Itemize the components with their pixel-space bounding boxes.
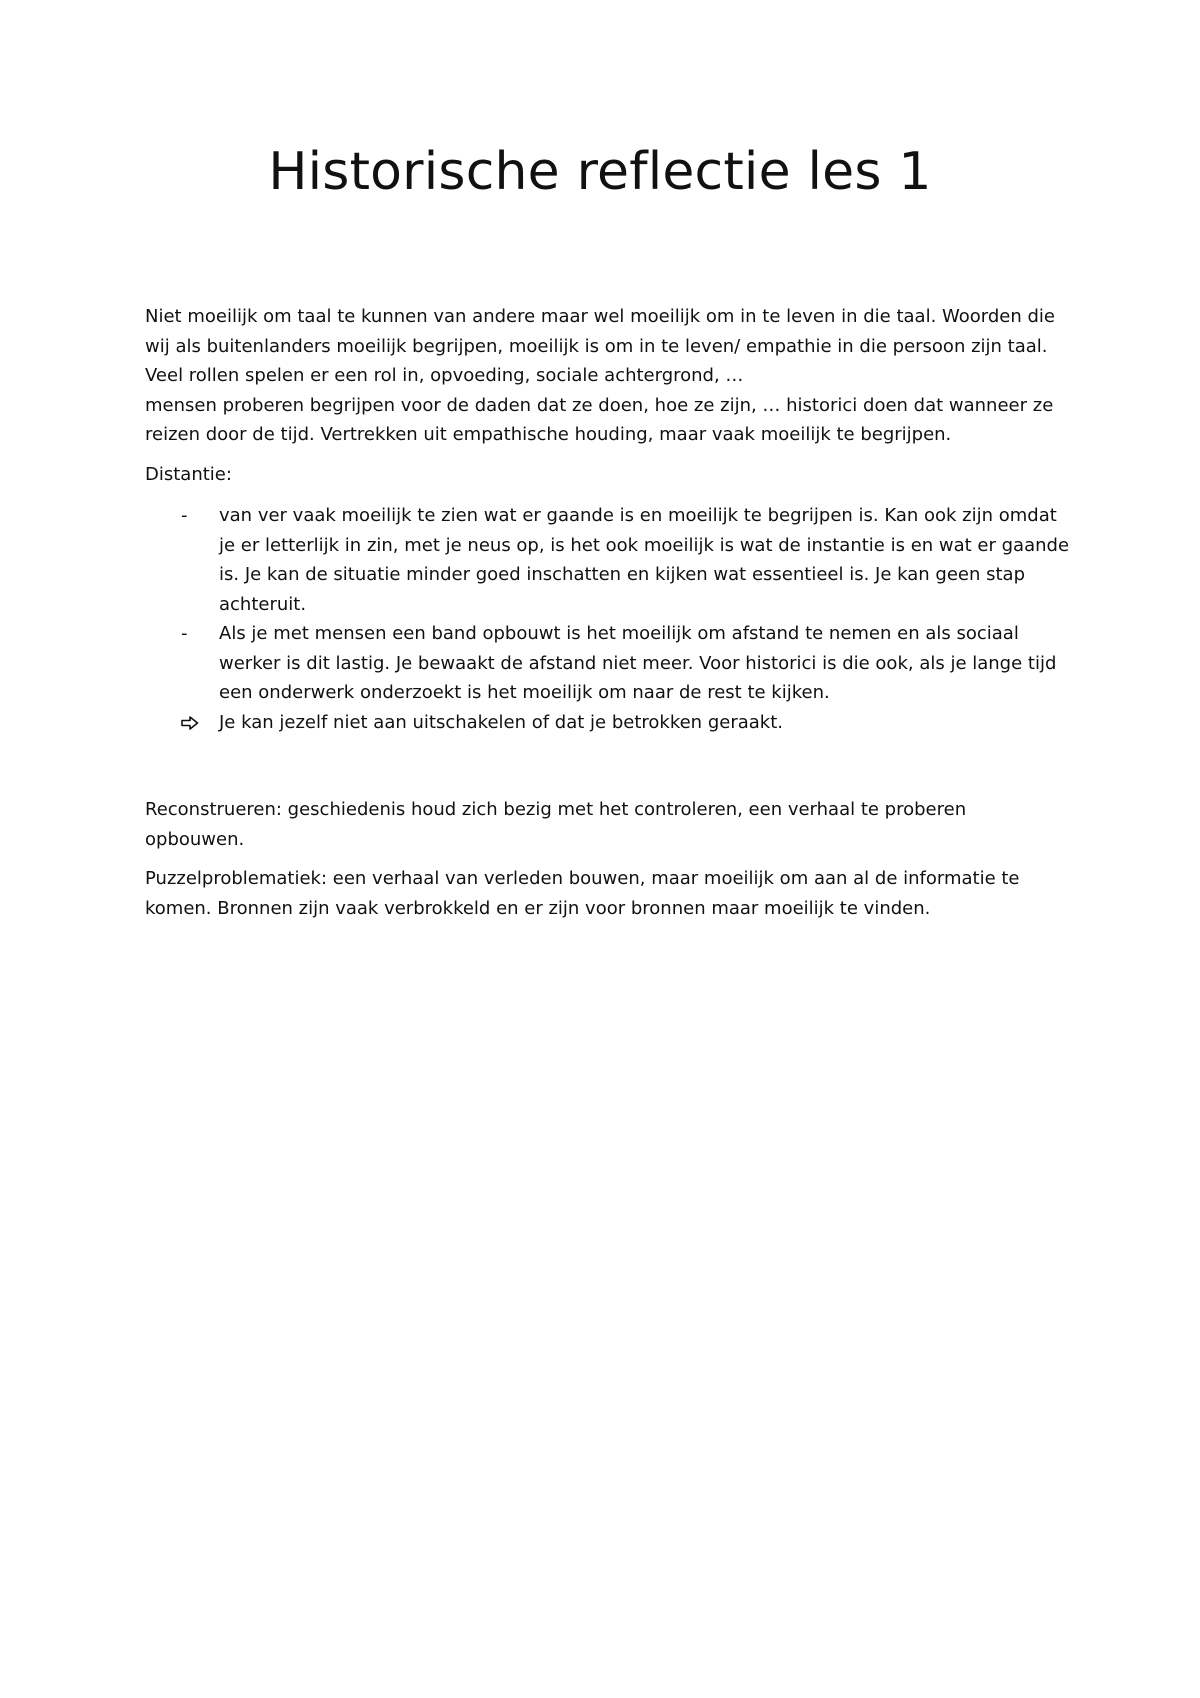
document-body — [145, 302, 1070, 933]
list-item-line: een onderwerk onderzoekt is het moeilijk om naar de rest te kijken. — [219, 682, 830, 703]
conclusion-text: Je kan jezelf niet aan uitschakelen of dat je betrokken geraakt. — [219, 711, 783, 733]
list-item-line: werker is dit lastig. Je bewaakt de afstand niet meer. Voor historici is die ook, als je lange tijd — [219, 652, 1057, 674]
list-item-line: achteruit. — [219, 593, 307, 615]
arrow-right-outline-icon — [181, 708, 205, 738]
distantie-heading: Distantie: — [145, 463, 232, 485]
puzzel-line: komen. Bronnen zijn vaak verbrokkeld en er zijn voor bronnen maar moeilijk te vinden. — [145, 897, 931, 919]
puzzel-paragraph — [145, 864, 1065, 923]
intro-line: wij als buitenlanders moeilijk begrijpen, moeilijk is om in te leven/ empathie in die persoon zijn taal. — [145, 335, 1048, 357]
list-item-line: van ver vaak moeilijk te zien wat er gaande is en moeilijk te begrijpen is. Kan ook zijn omdat — [219, 505, 1057, 526]
puzzel-line: Puzzelproblematiek: een verhaal van verleden bouwen, maar moeilijk om aan al de informatie te — [145, 868, 1020, 889]
intro-line: reizen door de tijd. Vertrekken uit empathische houding, maar vaak moeilijk te begrijpen. — [145, 424, 952, 445]
reconstrueren-line: Reconstrueren: geschiedenis houd zich bezig met het controleren, een verhaal te proberen — [145, 799, 967, 820]
list-item-line: is. Je kan de situatie minder goed inschatten en kijken wat essentieel is. Je kan geen stap — [219, 564, 1025, 585]
list-item-line: Als je met mensen een band opbouwt is het moeilijk om afstand te nemen en als sociaal — [219, 623, 1019, 644]
list-item-line: je er letterlijk in zin, met je neus op, is het ook moeilijk is wat de instantie is en wat er gaande — [219, 534, 1070, 556]
paragraph-spacer — [145, 737, 1065, 795]
distantie-list — [145, 501, 1070, 737]
document-title: Historische reflectie les 1 — [268, 142, 932, 202]
list-item — [145, 619, 1065, 708]
reconstrueren-paragraph — [145, 795, 1065, 854]
reconstrueren-line: opbouwen. — [145, 828, 245, 850]
intro-line: Niet moeilijk om taal te kunnen van andere maar wel moeilijk om in te leven in die taal. Woorden die — [145, 306, 1055, 327]
list-item — [145, 501, 1070, 619]
dash-bullet-marker: - — [181, 623, 188, 644]
intro-line: Veel rollen spelen er een rol in, opvoeding, sociale achtergrond, … — [145, 365, 744, 386]
intro-paragraph — [145, 302, 1065, 450]
dash-bullet-marker: - — [181, 505, 188, 526]
intro-line: mensen proberen begrijpen voor de daden dat ze doen, hoe ze zijn, … historici doen dat wanneer ze — [145, 394, 1054, 416]
conclusion-item — [145, 708, 1065, 738]
